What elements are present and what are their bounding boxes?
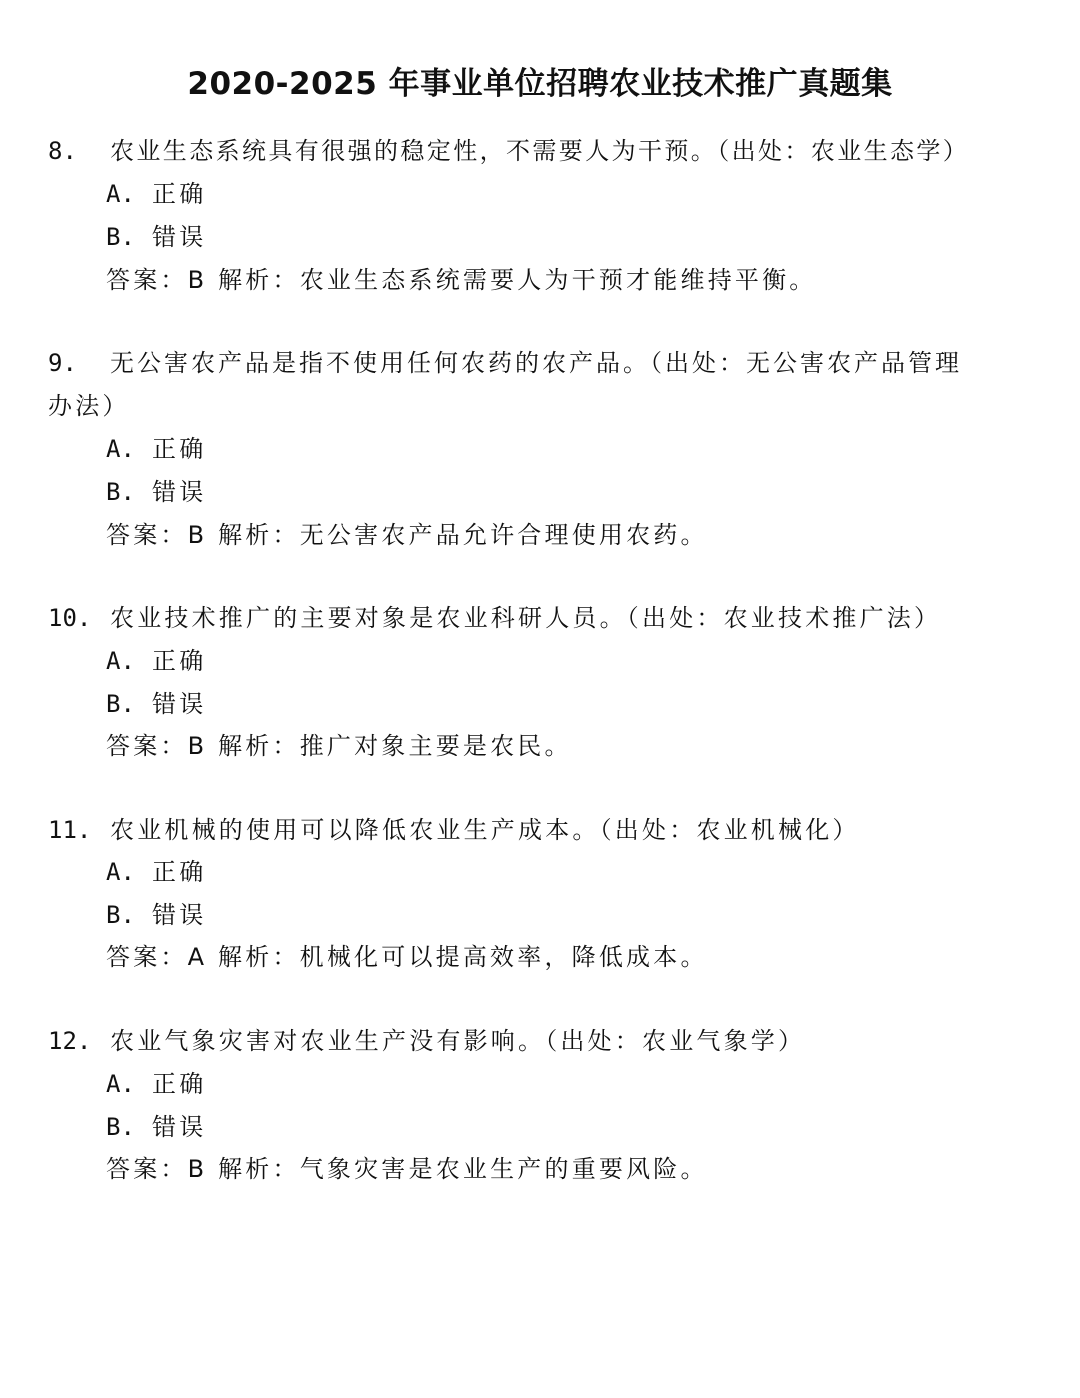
option-label-a: 正确	[152, 858, 207, 886]
question-number: 12.	[48, 1027, 92, 1055]
question-number: 11.	[48, 816, 92, 844]
option-label-b: 错误	[152, 901, 207, 929]
option-label-a: 正确	[152, 647, 207, 675]
answer-explanation: 答案：B 解析：无公害农产品允许合理使用农药。	[106, 521, 708, 549]
option-label-b: 错误	[152, 478, 207, 506]
question-text: 农业机械的使用可以降低农业生产成本。（出处：农业机械化）	[110, 816, 860, 844]
option-key-b: B.	[106, 223, 135, 251]
question-number: 8.	[48, 137, 77, 165]
option-label-a: 正确	[152, 1070, 207, 1098]
question-text: 农业技术推广的主要对象是农业科研人员。（出处：农业技术推广法）	[110, 604, 942, 632]
answer-explanation: 答案：B 解析：农业生态系统需要人为干预才能维持平衡。	[106, 266, 817, 294]
option-label-b: 错误	[152, 690, 207, 718]
option-key-a: A.	[106, 180, 135, 208]
question-number: 9.	[48, 349, 77, 377]
answer-explanation: 答案：A 解析：机械化可以提高效率，降低成本。	[106, 943, 708, 971]
option-label-a: 正确	[152, 435, 207, 463]
question-text: 农业生态系统具有很强的稳定性，不需要人为干预。（出处：农业生态学）	[110, 137, 970, 165]
answer-explanation: 答案：B 解析：推广对象主要是农民。	[106, 732, 572, 760]
question-number: 10.	[48, 604, 92, 632]
option-key-a: A.	[106, 1070, 135, 1098]
option-label-b: 错误	[152, 223, 207, 251]
page-title: 2020-2025 年事业单位招聘农业技术推广真题集	[187, 66, 893, 102]
option-key-a: A.	[106, 435, 135, 463]
question-text: 农业气象灾害对农业生产没有影响。（出处：农业气象学）	[110, 1027, 806, 1055]
question-text-continued: 办法）	[48, 392, 130, 420]
option-key-b: B.	[106, 1113, 135, 1141]
option-key-a: A.	[106, 858, 135, 886]
option-key-a: A.	[106, 647, 135, 675]
option-label-b: 错误	[152, 1113, 207, 1141]
option-key-b: B.	[106, 901, 135, 929]
question-text: 无公害农产品是指不使用任何农药的农产品。（出处：无公害农产品管理	[110, 349, 962, 377]
option-label-a: 正确	[152, 180, 207, 208]
option-key-b: B.	[106, 690, 135, 718]
option-key-b: B.	[106, 478, 135, 506]
answer-explanation: 答案：B 解析：气象灾害是农业生产的重要风险。	[106, 1155, 708, 1183]
